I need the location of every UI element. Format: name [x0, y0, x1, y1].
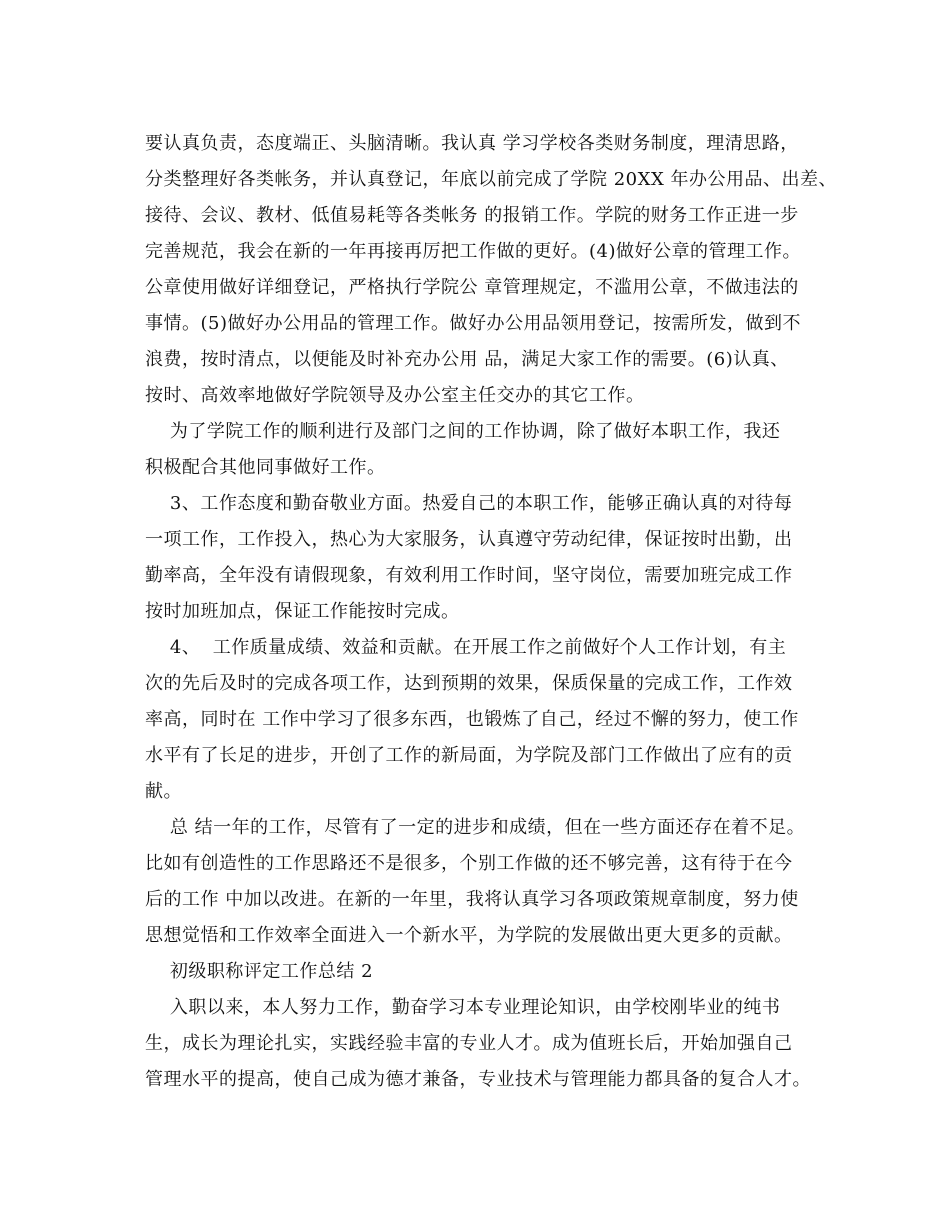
text-line: 4、 工作质量成绩、效益和贡献。在开展工作之前做好个人工作计划，有主: [145, 637, 787, 658]
text-line: 按时加班加点，保证工作能按时完成。: [145, 601, 460, 622]
text-line: 一项工作，工作投入，热心为大家服务，认真遵守劳动纪律，保证按时出勤，出: [145, 529, 793, 550]
text-line: 积极配合其他同事做好工作。: [145, 457, 386, 478]
text-line: 次的先后及时的完成各项工作，达到预期的效果，保质保量的完成工作，工作效: [145, 673, 793, 694]
text-line: 比如有创造性的工作思路还不是很多，个别工作做的还不够完善，这有待于在今: [145, 853, 793, 874]
text-line: 事情。(5)做好办公用品的管理工作。做好办公用品领用登记，按需所发，做到不: [145, 313, 801, 334]
text-line: 水平有了长足的进步，开创了工作的新局面，为学院及部门工作做出了应有的贡: [145, 745, 793, 766]
text-line: 要认真负责，态度端正、头脑清晰。我认真 学习学校各类财务制度，理清思路，: [145, 133, 799, 154]
text-line: 为了学院工作的顺利进行及部门之间的工作协调，除了做好本职工作，我还: [145, 421, 781, 442]
text-line: 后的工作 中加以改进。在新的一年里，我将认真学习各项政策规章制度，努力使: [145, 889, 799, 910]
text-line: 思想觉悟和工作效率全面进入一个新水平，为学院的发展做出更大更多的贡献。: [145, 925, 793, 946]
text-line: 总 结一年的工作，尽管有了一定的进步和成绩，但在一些方面还存在着不足。: [145, 817, 806, 838]
text-line: 生，成长为理论扎实，实践经验丰富的专业人才。成为值班长后，开始加强自己: [145, 1033, 793, 1054]
section-title: 初级职称评定工作总结 2: [145, 961, 374, 982]
text-line: 管理水平的提高，使自己成为德才兼备，专业技术与管理能力都具备的复合人才。: [145, 1069, 811, 1090]
text-line: 完善规范，我会在新的一年再接再厉把工作做的更好。(4)做好公章的管理工作。: [145, 241, 801, 262]
text-line: 接待、会议、教材、低值易耗等各类帐务 的报销工作。学院的财务工作正进一步: [145, 205, 799, 226]
text-line: 入职以来，本人努力工作，勤奋学习本专业理论知识，由学校刚毕业的纯书: [145, 997, 781, 1018]
text-line: 献。: [145, 781, 182, 802]
text-line: 按时、高效率地做好学院领导及办公室主任交办的其它工作。: [145, 385, 645, 406]
text-line: 分类整理好各类帐务，并认真登记，年底以前完成了学院 20XX 年办公用品、出差、: [145, 169, 837, 190]
text-line: 浪费，按时清点，以便能及时补充办公用 品，满足大家工作的需要。(6)认真、: [145, 349, 789, 370]
text-line: 勤率高，全年没有请假现象，有效利用工作时间，坚守岗位，需要加班完成工作: [145, 565, 793, 586]
text-line: 率高，同时在 工作中学习了很多东西，也锻炼了自己，经过不懈的努力，使工作: [145, 709, 799, 730]
text-line: 公章使用做好详细登记，严格执行学院公 章管理规定，不滥用公章，不做违法的: [145, 277, 799, 298]
text-line: 3、工作态度和勤奋敬业方面。热爱自己的本职工作，能够正确认真的对待每: [145, 493, 793, 514]
